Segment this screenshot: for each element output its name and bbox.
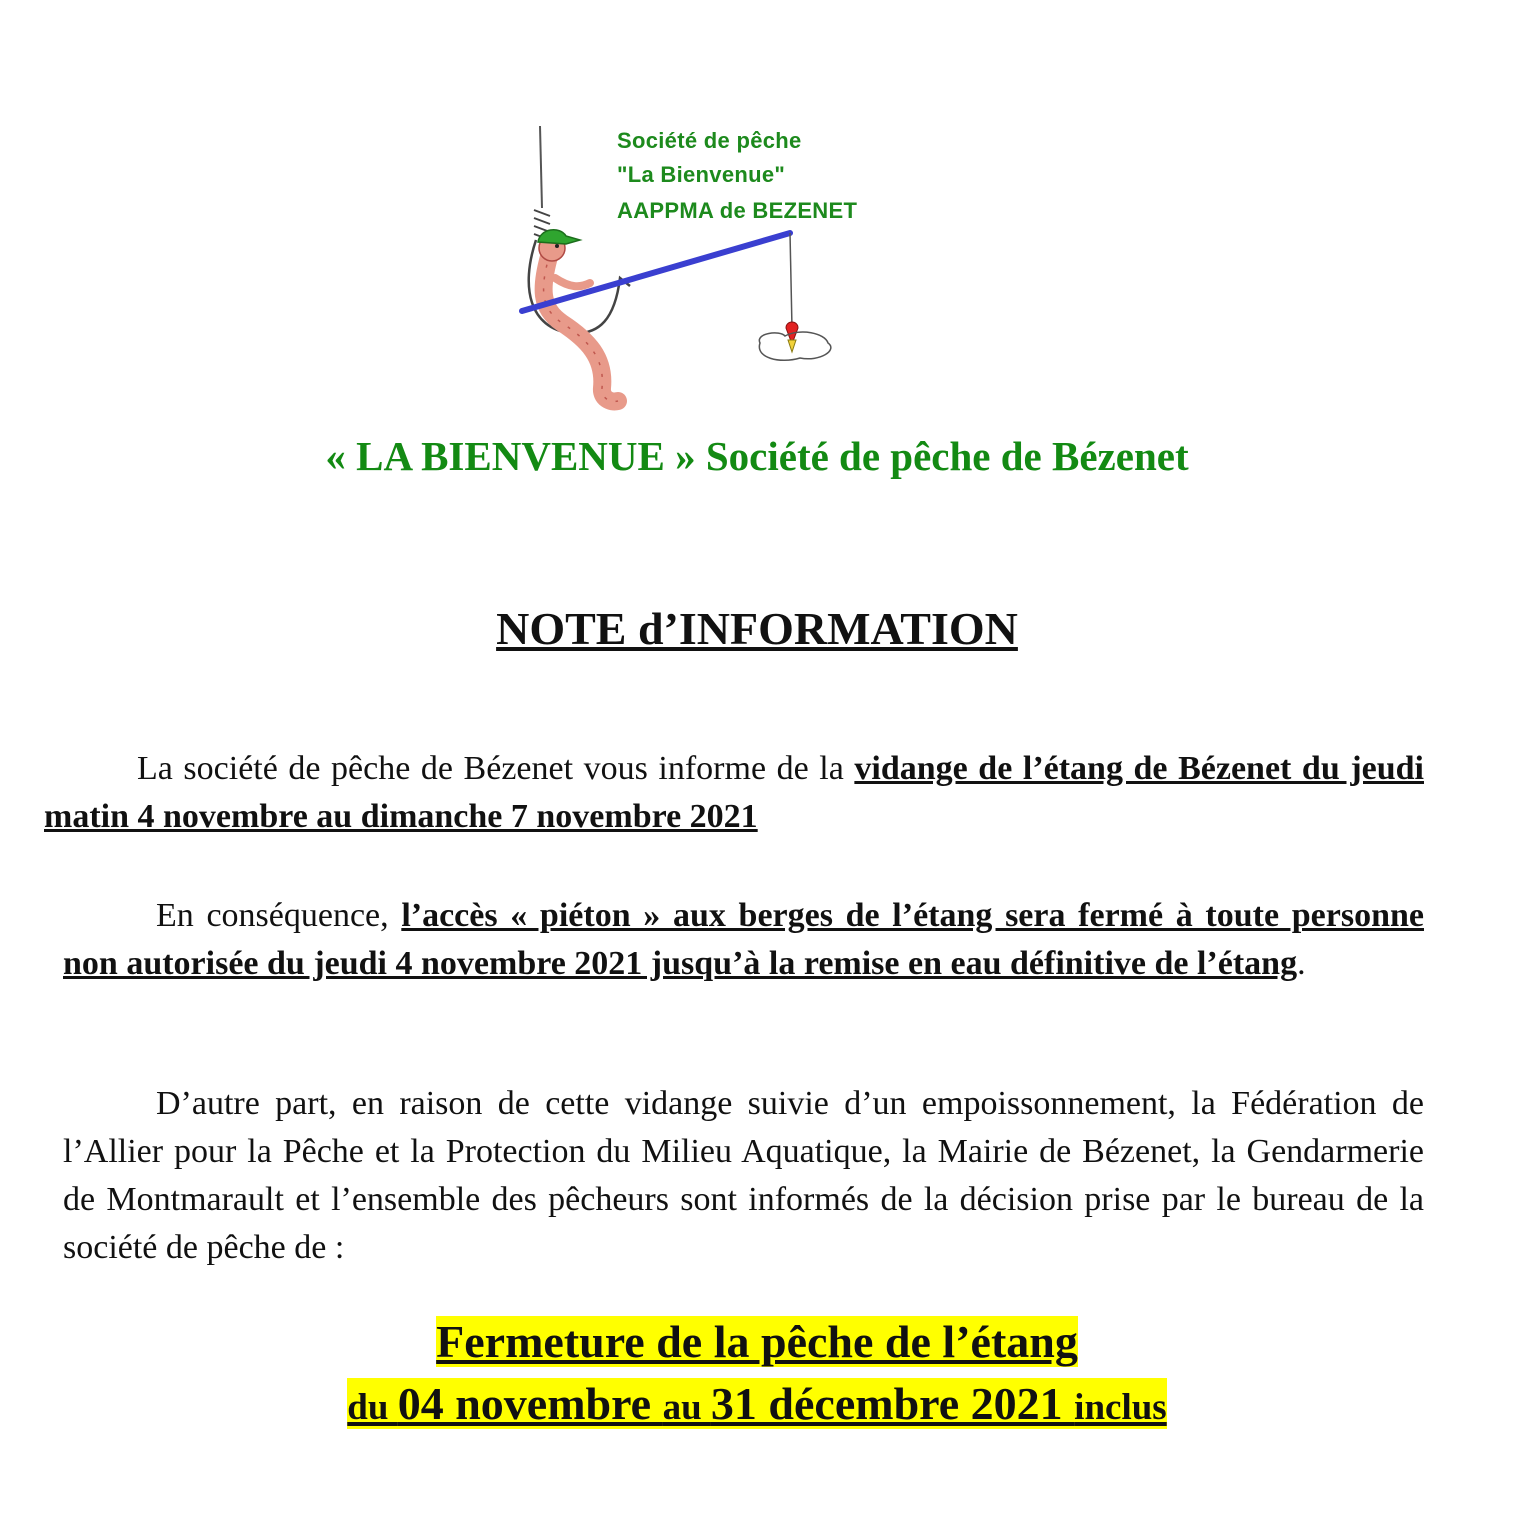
paragraph-access-emphasis: l’accès « piéton » aux berges de l’étang sera fermé à toute personne non autorisée du jeudi 4 novembre 2021 jusqu’à la remise en eau définitive de l’étang xyxy=(63,897,1424,982)
closure-end-date: 31 décembre 2021 xyxy=(710,1378,1075,1429)
closure-word-inclus: inclus xyxy=(1074,1387,1167,1428)
paragraph-access-text: En conséquence, xyxy=(156,897,402,934)
closure-line-2 xyxy=(0,1372,1514,1440)
logo-text-line-1: Société de pêche xyxy=(617,128,802,153)
paragraph-access xyxy=(63,892,1424,988)
paragraph-drainage xyxy=(44,745,1424,841)
closure-word-du: du xyxy=(347,1387,398,1428)
closure-line-1 xyxy=(0,1312,1514,1372)
paragraph-decision-text: D’autre part, en raison de cette vidange suivie d’un empoissonnement, la Fédération de l’Allier pour la Pêche et la Protection du Milieu Aquatique, la Mairie de Bézenet, la Gendarmerie de Montmarault et l’ensemble des pêcheurs sont informés de la décision prise par le bureau de la société de pêche de : xyxy=(63,1085,1424,1266)
organization-title: « LA BIENVENUE » Société de pêche de Bézenet xyxy=(325,433,1189,479)
logo-text-line-3: AAPPMA de BEZENET xyxy=(617,198,858,223)
paragraph-decision xyxy=(63,1080,1424,1272)
closure-notice xyxy=(0,1312,1514,1440)
closure-title: Fermeture de la pêche de l’étang xyxy=(436,1316,1078,1367)
closure-dates xyxy=(347,1378,1166,1429)
paragraph-drainage-text: La société de pêche de Bézenet vous informe de la xyxy=(137,750,855,787)
logo xyxy=(510,118,910,418)
paragraph-access-end: . xyxy=(1297,945,1306,982)
note-title: NOTE d’INFORMATION xyxy=(496,603,1018,654)
logo-text-line-2: "La Bienvenue" xyxy=(617,162,786,187)
paragraph-drainage-emphasis: vidange de l’étang de Bézenet du jeudi matin 4 novembre au dimanche 7 novembre 2021 xyxy=(44,750,1424,835)
closure-word-au: au xyxy=(662,1387,711,1428)
closure-start-date: 04 novembre xyxy=(397,1378,663,1429)
